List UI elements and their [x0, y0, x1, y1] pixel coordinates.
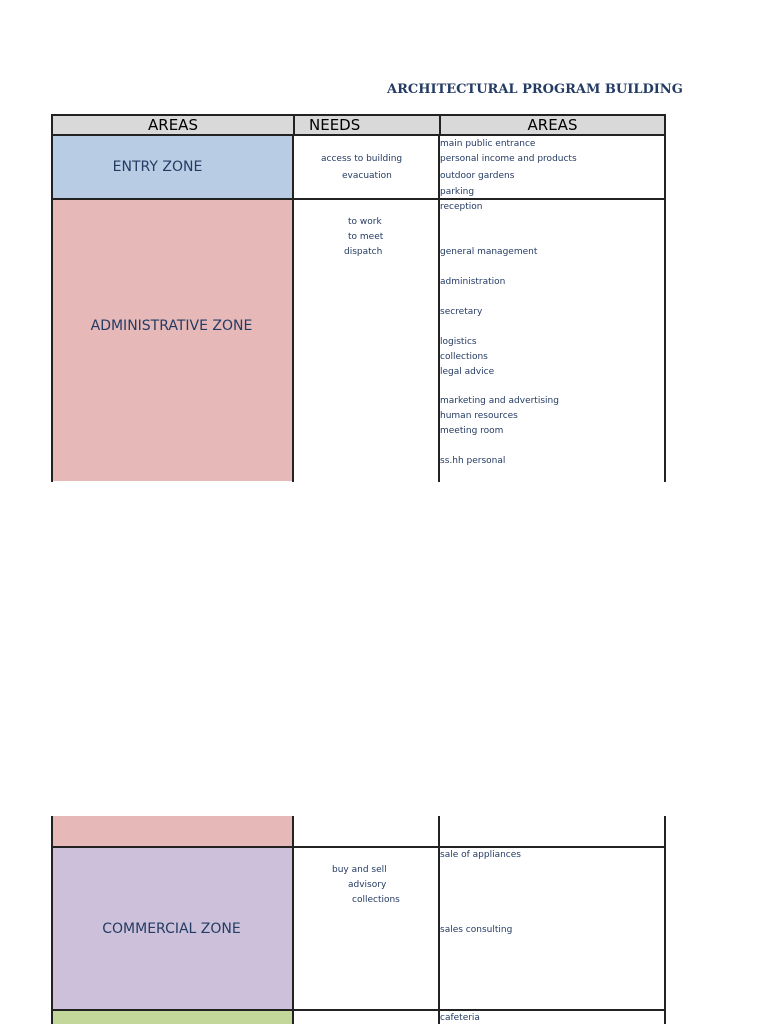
entry-area: parking — [440, 187, 475, 197]
administrative-area: logistics — [440, 337, 477, 347]
commercial-area: sales consulting — [440, 925, 513, 935]
entry-area: personal income and products — [440, 154, 577, 164]
grid-line — [664, 136, 666, 482]
commercial-need: buy and sell — [332, 865, 387, 875]
grid-line — [51, 198, 666, 200]
administrative-zone-cell — [52, 200, 293, 481]
next-area: cafeteria — [440, 1013, 480, 1023]
entry-zone-label: ENTRY ZONE — [112, 159, 203, 175]
grid-line — [51, 136, 53, 482]
entry-area: main public entrance — [440, 139, 536, 149]
grid-line — [51, 1009, 666, 1011]
administrative-area: marketing and advertising — [440, 396, 559, 406]
header-areas-right: AREAS — [439, 114, 666, 136]
administrative-area: meeting room — [440, 426, 504, 436]
page-title: ARCHITECTURAL PROGRAM BUILDING — [387, 82, 683, 97]
entry-need: evacuation — [342, 171, 392, 181]
administrative-need: dispatch — [344, 247, 383, 257]
next-zone-cell — [52, 1011, 293, 1024]
administrative-area: administration — [440, 277, 506, 287]
entry-zone-cell — [52, 136, 293, 198]
administrative-area: reception — [440, 202, 483, 212]
entry-area: outdoor gardens — [440, 171, 515, 181]
commercial-zone-label: COMMERCIAL ZONE — [102, 920, 241, 937]
administrative-zone-continuation — [52, 816, 293, 846]
administrative-zone-label: ADMINISTRATIVE ZONE — [90, 317, 253, 334]
administrative-need: to work — [348, 217, 382, 227]
administrative-area: general management — [440, 247, 538, 257]
grid-line — [51, 846, 666, 848]
entry-need: access to building — [321, 154, 403, 164]
administrative-area: human resources — [440, 411, 518, 421]
header-needs: NEEDS — [293, 114, 441, 136]
administrative-area: ss.hh personal — [440, 456, 506, 466]
grid-line — [292, 136, 294, 482]
commercial-area: sale of appliances — [440, 850, 521, 860]
header-areas-left: AREAS — [51, 114, 295, 136]
administrative-area: collections — [440, 352, 488, 362]
commercial-need: collections — [352, 895, 400, 905]
commercial-zone-cell — [52, 848, 293, 1009]
administrative-area: secretary — [440, 307, 483, 317]
commercial-need: advisory — [348, 880, 387, 890]
administrative-area: legal advice — [440, 367, 495, 377]
administrative-need: to meet — [348, 232, 384, 242]
